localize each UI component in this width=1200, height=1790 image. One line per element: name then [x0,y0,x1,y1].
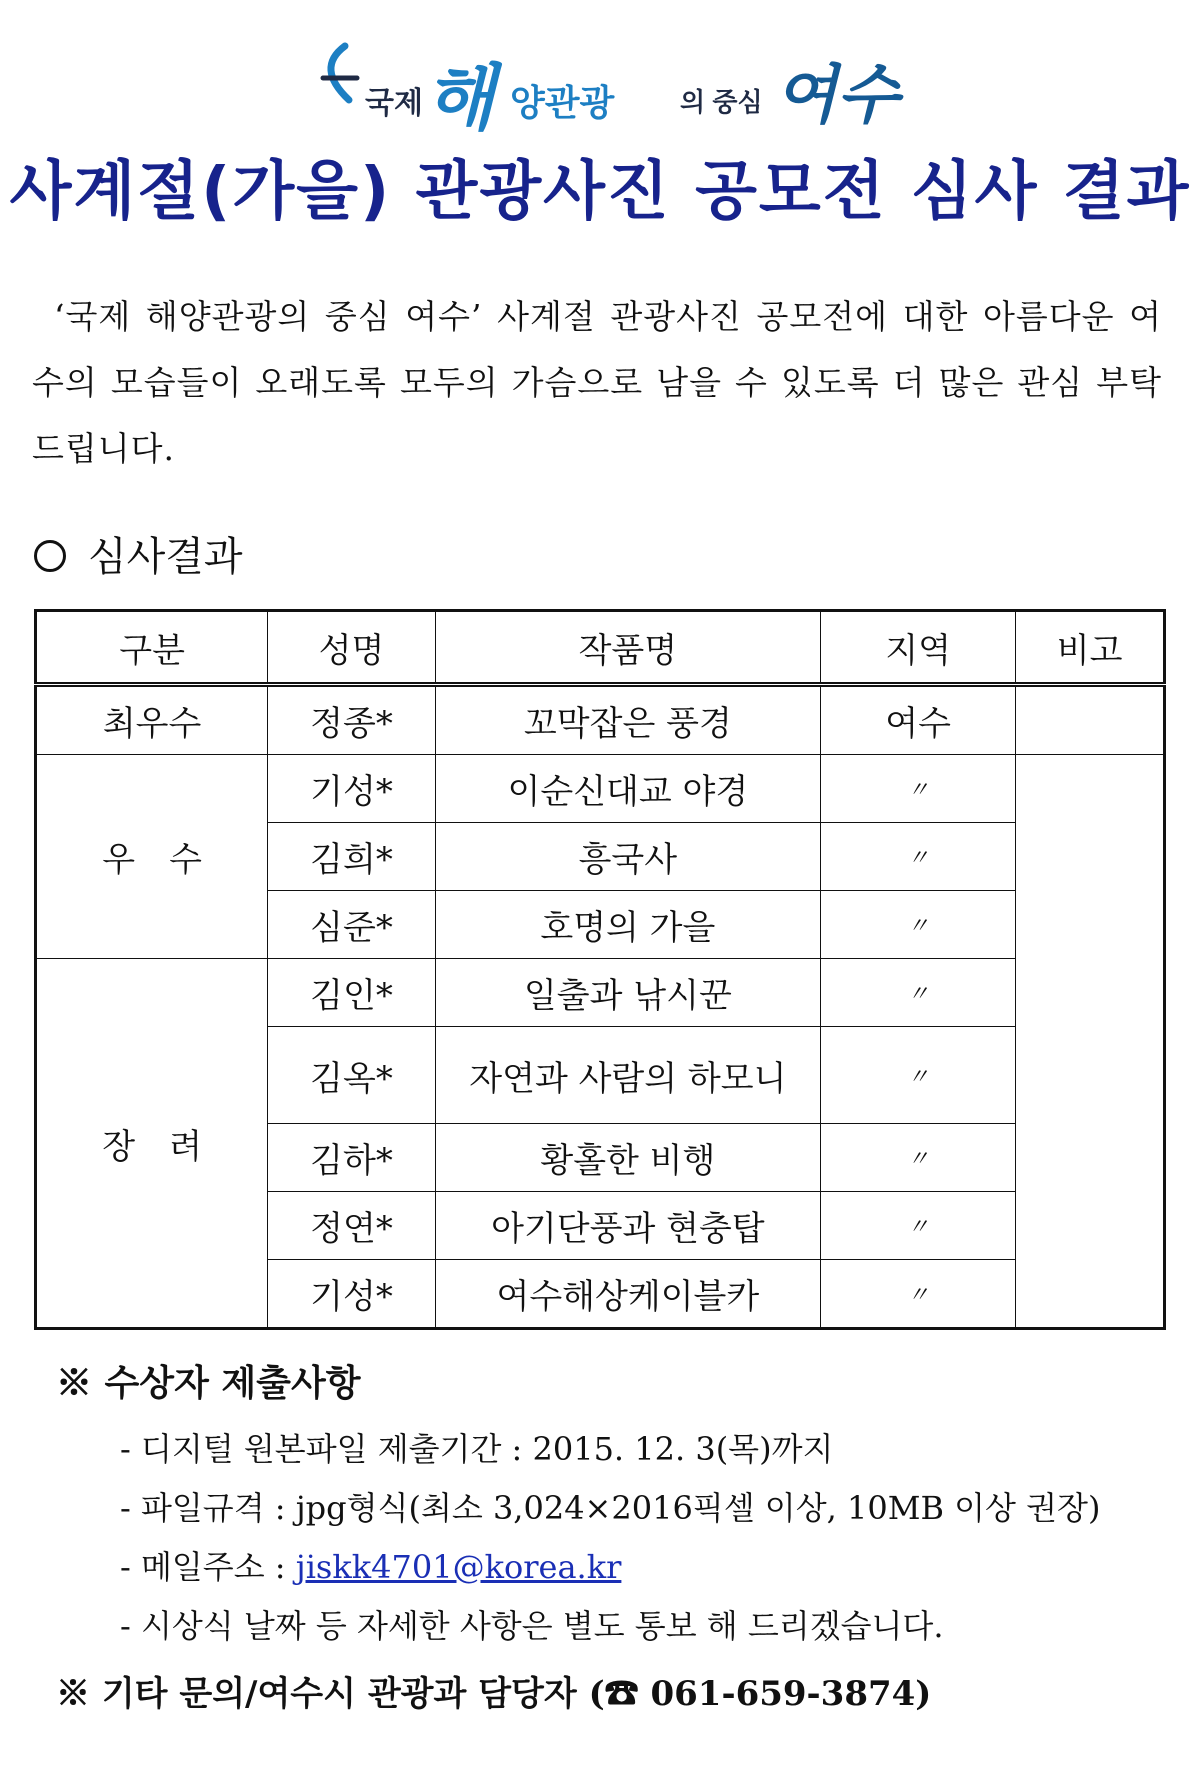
header-category: 구분 [36,611,268,685]
table-row [36,685,1165,755]
cell-name: 김하* [268,1124,436,1192]
note-ceremony: - 시상식 날짜 등 자세한 사항은 별도 통보 해 드리겠습니다. [120,1607,944,1645]
section-heading [34,525,243,582]
note-deadline: - 디지털 원본파일 제출기간 : 2015. 12. 3(목)까지 [120,1430,834,1468]
cell-name: 정종* [268,685,436,755]
cell-name: 심준* [268,891,436,959]
email-link[interactable]: jiskk4701@korea.kr [295,1548,622,1586]
cell-region: 여수 [820,685,1015,755]
logo-marine-tourism: 양관광 [510,82,615,123]
cell-name: 김희* [268,823,436,891]
page-title: 사계절(가을) 관광사진 공모전 심사 결과 [9,155,1191,229]
cell-region: 〃 [820,1260,1015,1329]
wave-emblem-icon [305,38,365,108]
yeosu-logo [305,30,925,140]
cell-region: 〃 [820,1192,1015,1260]
mail-label: - 메일주소 : [120,1548,296,1586]
cell-title: 호명의 가을 [435,891,820,959]
intro-paragraph: ‘국제 해양관광의 중심 여수’ 사계절 관광사진 공모전에 대한 아름다운 여수의 모습들이 오래도록 모두의 가슴으로 남을 수 있도록 더 많은 관심 부탁 드립니다. [32,297,1162,468]
cell-title: 이순신대교 야경 [435,755,820,823]
logo-city: 여수 [775,58,899,133]
cell-name: 김인* [268,959,436,1027]
cell-title: 꼬막잡은 풍경 [435,685,820,755]
cell-title: 황홀한 비행 [435,1124,820,1192]
cell-name: 기성* [268,755,436,823]
table-row [36,755,1165,823]
cell-name: 기성* [268,1260,436,1329]
cell-region: 〃 [820,755,1015,823]
cell-region: 〃 [820,959,1015,1027]
cell-region: 〃 [820,891,1015,959]
cell-title: 여수해상케이블카 [435,1260,820,1329]
table-header-row [36,611,1165,685]
cell-title: 일출과 낚시꾼 [435,959,820,1027]
logo-center: 의 중심 [680,87,763,117]
cell-title: 아기단풍과 현충탑 [435,1192,820,1260]
cell-title: 흥국사 [435,823,820,891]
header-name: 성명 [268,611,436,685]
group-top-award: 최우수 [36,685,268,755]
group-excellent: 우 수 [36,755,268,959]
header-remarks: 비고 [1016,611,1165,685]
group-encouragement: 장 려 [36,959,268,1329]
logo-hae: 해 [425,55,495,140]
logo-international: 국제 [365,87,423,120]
cell-title: 자연과 사람의 하모니 [435,1027,820,1124]
contact-line: ※ 기타 문의/여수시 관광과 담당자 (☎ 061-659-3874) [56,1674,932,1714]
cell-region: 〃 [820,1027,1015,1124]
section-heading-label: 심사결과 [88,534,243,580]
cell-name: 김옥* [268,1027,436,1124]
header-title: 작품명 [435,611,820,685]
table-row [36,959,1165,1027]
notes-heading: ※ 수상자 제출사항 [56,1362,361,1404]
cell-remarks [1016,685,1165,755]
results-table [34,609,1166,1330]
header-region: 지역 [820,611,1015,685]
circle-bullet-icon [34,540,66,572]
note-mail [120,1538,1180,1597]
notes-list [120,1420,1180,1656]
note-file-format: - 파일규격 : jpg형식(최소 3,024×2016픽셀 이상, 10MB 이상 권장) [120,1489,1101,1527]
cell-name: 정연* [268,1192,436,1260]
cell-remarks [1016,755,1165,1329]
cell-region: 〃 [820,1124,1015,1192]
cell-region: 〃 [820,823,1015,891]
